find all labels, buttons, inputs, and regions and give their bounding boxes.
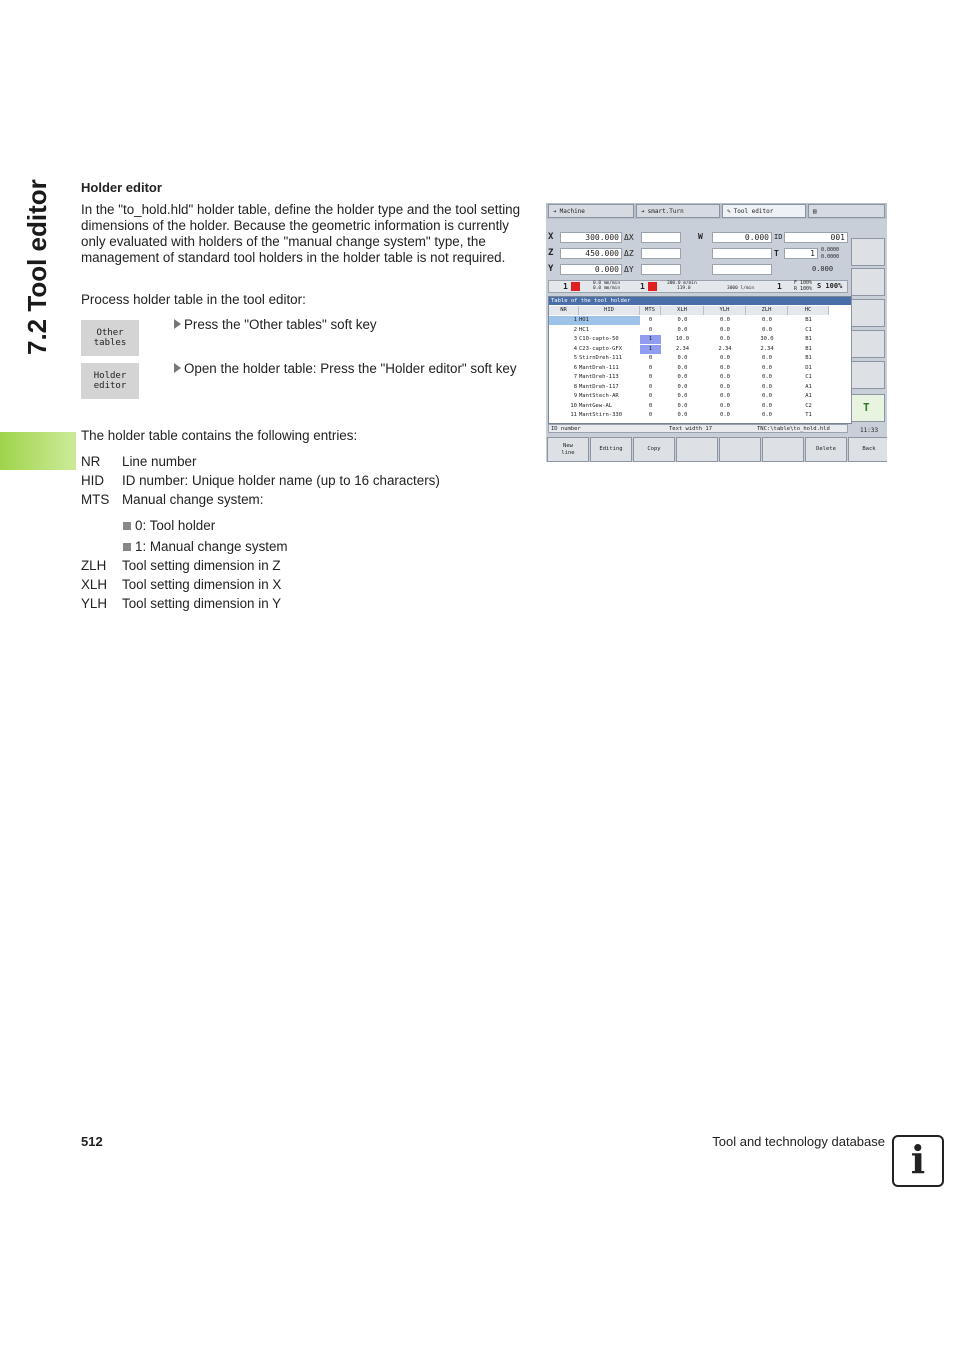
entries-intro: The holder table contains the following entries: [81, 428, 358, 443]
softkey-8[interactable]: Back [848, 437, 887, 462]
position-z-value: 450.000 [560, 248, 622, 259]
tab-machine[interactable]: ➔ Machine [548, 204, 634, 218]
w-value: 0.000 [712, 232, 772, 243]
table-cell[interactable]: 0 [648, 402, 653, 409]
column-header-mts[interactable]: MTS [640, 306, 661, 315]
table-cell[interactable]: 0.0 [720, 364, 730, 371]
vertical-softkey-3[interactable] [851, 299, 885, 327]
other-tables-softkey[interactable]: Other tables [81, 320, 139, 356]
process-text: Process holder table in the tool editor: [81, 292, 306, 307]
tool-number: 1 [784, 248, 818, 259]
entry-ylh: YLH Tool setting dimension in Y [81, 596, 282, 611]
table-cell[interactable]: 0.0 [762, 374, 772, 380]
entry-hid: HID ID number: Unique holder name (up to 16 characters) [81, 473, 440, 488]
delta-y-box [641, 264, 681, 275]
table-cell[interactable]: 2 [573, 326, 577, 333]
empty-box-2 [712, 264, 772, 275]
spindle-stop-icon [648, 282, 657, 291]
position-x-value: 300.000 [560, 232, 622, 243]
square-bullet-icon [123, 543, 131, 551]
holder-editor-softkey[interactable]: Holder editor [81, 363, 139, 399]
table-cell[interactable]: 8 [573, 383, 577, 390]
entry-nr: NR Line number [81, 454, 197, 469]
mode-tabs [546, 203, 887, 219]
table-cell[interactable]: 0.0 [720, 326, 730, 333]
table-cell[interactable]: C2 [805, 402, 812, 409]
table-cell[interactable]: 0.0 [677, 412, 688, 418]
table-cell[interactable]: 0.0 [720, 317, 730, 323]
table-cell[interactable]: MantDreh-117 [579, 383, 619, 390]
table-cell[interactable]: 0.0 [677, 383, 688, 390]
table-cell[interactable]: 10 [570, 402, 577, 409]
table-cell[interactable]: 0.0 [762, 364, 772, 371]
tool-id: 001 [784, 232, 848, 243]
table-cell[interactable]: 0.0 [762, 326, 772, 333]
table-cell[interactable]: 11 [570, 412, 577, 418]
table-cell[interactable]: 1 [640, 335, 661, 344]
disk-icon: ▤ [813, 207, 817, 215]
table-cell[interactable]: 0.0 [677, 355, 688, 361]
holder-table [548, 296, 852, 424]
table-cell[interactable]: 0.0 [762, 355, 772, 361]
table-cell[interactable]: 0.0 [677, 374, 688, 380]
page-number: 512 [81, 1134, 103, 1149]
table-cell[interactable]: B1 [805, 336, 812, 342]
table-cell[interactable]: 0 [648, 393, 653, 399]
table-cell[interactable]: 2.34 [675, 345, 690, 352]
softkey-6[interactable] [762, 437, 804, 462]
table-cell[interactable]: 0.0 [720, 412, 730, 418]
vertical-softkey-4[interactable] [851, 330, 885, 358]
position-y-value: 0.000 [560, 264, 622, 275]
section-heading: Holder editor [81, 180, 162, 195]
table-cell[interactable]: 30.0 [760, 336, 774, 342]
vertical-softkey-5[interactable] [851, 361, 885, 389]
table-cell[interactable]: 0.0 [762, 317, 772, 323]
softkey-4[interactable] [676, 437, 718, 462]
softkey-5[interactable] [719, 437, 761, 462]
tool-table-softkey[interactable]: T [851, 394, 885, 422]
table-cell[interactable]: 4 [573, 345, 577, 352]
column-header-hid[interactable]: HID [579, 306, 640, 315]
table-cell[interactable]: 9 [573, 393, 577, 399]
column-header-zlh[interactable]: ZLH [746, 306, 788, 315]
step-1: Press the "Other tables" soft key [174, 317, 524, 333]
tab-save[interactable] [808, 204, 885, 218]
table-cell[interactable]: 0.0 [720, 402, 730, 409]
table-cell[interactable]: 0.0 [720, 355, 730, 361]
table-cell[interactable]: MantGew-AL [579, 402, 613, 409]
table-cell[interactable]: 3 [573, 336, 577, 342]
table-cell[interactable]: 0.0 [720, 336, 730, 342]
table-cell[interactable]: 0 [648, 383, 653, 390]
table-cell[interactable]: 5 [573, 355, 577, 361]
table-cell[interactable]: 0.0 [762, 383, 772, 390]
table-cell[interactable]: StirnDreh-111 [579, 355, 623, 361]
table-cell[interactable]: C1 [805, 374, 812, 380]
softkey-1[interactable]: New line [547, 437, 589, 462]
info-icon: i [892, 1135, 944, 1187]
column-header-xlh[interactable]: XLH [661, 306, 704, 315]
intro-paragraph: In the "to_hold.hld" holder table, define the holder type and the tool setting dimensions of the holder. Because the geometric information is currently only evaluated with holders of the "manual change system" type, the management of standard tool holders in the holder table is not required. [81, 202, 521, 265]
footer-chapter: Tool and technology database [712, 1134, 885, 1149]
mts-option-0: 0: Tool holder [123, 518, 215, 533]
table-cell[interactable]: HC1 [579, 326, 589, 333]
feed-stop-icon [571, 282, 580, 291]
table-cell[interactable]: 6 [573, 364, 577, 371]
table-cell[interactable]: 0 [648, 374, 653, 380]
table-cell[interactable]: 0.0 [762, 402, 772, 409]
table-cell[interactable]: 0.0 [677, 326, 688, 333]
delta-z-box [641, 248, 681, 259]
table-cell[interactable]: 10.0 [675, 336, 690, 342]
table-cell[interactable]: 0.0 [720, 383, 730, 390]
arrow-right-icon [174, 363, 181, 373]
holder-table-title: Table of the tool holder [549, 297, 851, 305]
table-cell[interactable]: 0.0 [720, 393, 730, 399]
step-2: Open the holder table: Press the "Holder editor" soft key [174, 361, 535, 377]
position-x: X [548, 232, 554, 242]
table-cell[interactable]: 0 [648, 326, 653, 333]
chapter-side-title: 7.2 Tool editor [22, 179, 52, 355]
status-bar: ID number Text width 17 TNC:\table\to_hold.hld [548, 424, 848, 433]
table-cell[interactable]: T1 [805, 412, 812, 418]
table-cell[interactable]: 0.0 [677, 364, 688, 371]
softkey-7[interactable]: Delete [805, 437, 847, 462]
table-cell[interactable]: 0.0 [677, 402, 688, 409]
column-header-hc[interactable]: HC [788, 306, 829, 315]
position-y: Y [548, 264, 554, 274]
table-cell[interactable]: B1 [805, 355, 812, 361]
table-cell[interactable]: B1 [805, 345, 812, 352]
chapter-color-tab [0, 432, 76, 470]
softkey-2[interactable]: Editing [590, 437, 632, 462]
table-cell[interactable]: C10-capto-50 [579, 336, 619, 342]
table-cell[interactable]: MantStirn-330 [579, 412, 623, 418]
table-cell[interactable]: 1 [549, 316, 579, 325]
vertical-softkey-1[interactable] [851, 238, 885, 266]
table-cell[interactable]: C1 [805, 326, 812, 333]
table-cell[interactable]: 2.34 [718, 345, 732, 352]
tab-tool-editor[interactable]: ✎ Tool editor [722, 204, 806, 218]
table-cell[interactable]: B1 [805, 317, 812, 323]
square-bullet-icon [123, 522, 131, 530]
table-cell[interactable]: 1 [640, 345, 661, 354]
table-cell[interactable]: MantStech-AR [579, 393, 619, 399]
table-cell[interactable]: 0.0 [762, 393, 772, 399]
entry-zlh: ZLH Tool setting dimension in Z [81, 558, 281, 573]
clock: 11:33 [860, 427, 879, 434]
softkey-3[interactable]: Copy [633, 437, 675, 462]
table-cell[interactable]: 0 [648, 364, 653, 371]
entry-mts: MTS Manual change system: [81, 492, 264, 507]
table-cell[interactable]: D1 [805, 364, 812, 371]
table-cell[interactable]: HO1 [579, 316, 640, 325]
column-header-ylh[interactable]: YLH [704, 306, 746, 315]
table-cell[interactable]: 0.0 [762, 412, 772, 418]
table-cell[interactable]: 7 [573, 374, 577, 380]
table-cell[interactable]: A1 [805, 383, 812, 390]
table-cell[interactable]: 0 [648, 317, 653, 323]
entry-xlh: XLH Tool setting dimension in X [81, 577, 282, 592]
column-header-nr[interactable]: NR [549, 306, 579, 315]
table-cell[interactable]: MantDreh-113 [579, 374, 619, 380]
table-cell[interactable]: C23-capto-GFX [579, 345, 623, 352]
feed-row: 1 0.0 mm/min 0.0 mm/min 1 300.0 m/min 119.0 3000 l/min 1 F 100% R 100% S 100% [548, 280, 848, 293]
vertical-softkey-2[interactable] [851, 268, 885, 296]
tool-editor-screenshot: ➔ Machine ➔ smart.Turn ✎ Tool editor ▤ X 300.000 ΔX Z 450.000 ΔZ Y 0.000 ΔY W 0.000 ID 001 T 1 0.0000 0.0000 0.000 1 0.0 mm/min 0.0 mm/min 1 300.0 m/min 119.0 3000 l/min 1 F 100% R 100% S 100% Table of the tool holder NR HID MTS XLH YLH ZLH HC 1 HO1 0 0.0 0.0 0.0 B1 2 HC1 0 0.0 0.0 0.0 C1 3 C10-capto-50 1 10.0 0.0 30.0 B1 4 C23-capto-GFX 1 2.34 2.34 2.34 B1 5 StirnDreh-111 0 0.0 0.0 0.0 B1 6 MantDreh-111 0 0.0 0.0 0.0 D1 7 MantDreh-113 0 0.0 0.0 0.0 C1 8 MantDreh-117 0 0.0 0.0 0.0 A1 9 MantStech-AR 0 0.0 0.0 0.0 A1 10 MantGew-AL 0 0.0 0.0 0.0 C2 11 MantStirn-330 0 0.0 0.0 0.0 T1 ID number Text width 17 TNC:\table\to_hold.hld 11:33 T New line Editing Copy Delete Back [546, 203, 887, 462]
table-cell[interactable]: 0.0 [677, 317, 688, 323]
tab-smart-turn[interactable]: ➔ smart.Turn [636, 204, 720, 218]
mts-option-1: 1: Manual change system [123, 539, 288, 554]
arrow-right-icon [174, 319, 181, 329]
softkey-row [546, 437, 887, 462]
table-cell[interactable]: A1 [805, 393, 812, 399]
table-cell[interactable]: 0 [648, 412, 653, 418]
table-cell[interactable]: 0 [648, 355, 653, 361]
table-cell[interactable]: MantDreh-111 [579, 364, 619, 371]
table-cell[interactable]: 2.34 [760, 345, 774, 352]
table-cell[interactable]: 0.0 [677, 393, 688, 399]
table-cell[interactable]: 0.0 [720, 374, 730, 380]
empty-box-1 [712, 248, 772, 259]
delta-x-box [641, 232, 681, 243]
position-z: Z [548, 248, 554, 258]
